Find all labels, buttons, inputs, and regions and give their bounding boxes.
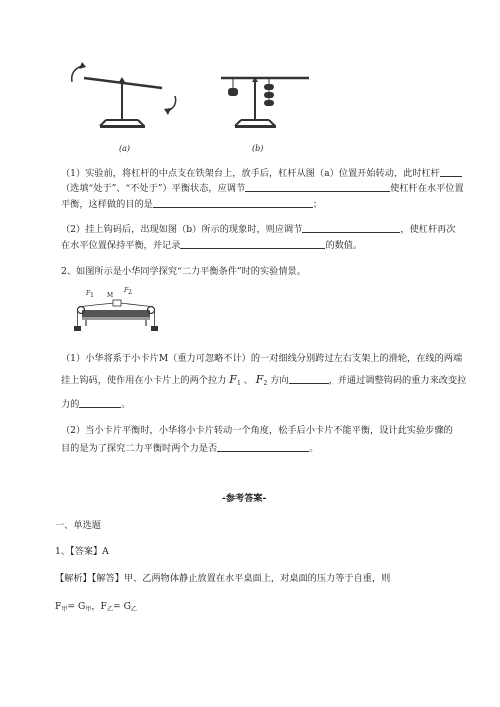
- q1-p2-line2: 在水平位置保持平衡，并记录 的数值。: [61, 240, 363, 251]
- answer-blank[interactable]: [79, 398, 121, 408]
- q2-p2-line1: （2）当小卡片平衡时，小华将小卡片转动一个角度，松手后小卡片不能平衡，设计此实验步骤的: [61, 425, 453, 436]
- answer-blank[interactable]: [289, 374, 329, 384]
- answer-blank[interactable]: [302, 223, 400, 233]
- q1-p1-line1: （1）实验前，将杠杆的中点支在铁架台上，放手后，杠杆从图（a）位置开始转动，此时杠杆: [61, 167, 462, 180]
- answers-section-title: 一、单选题: [55, 520, 101, 531]
- answer-equation: $F_甲= G_甲$，$F_乙= G_乙$: [55, 601, 137, 613]
- lever-figure-b: [213, 58, 323, 138]
- q2-title: 2、如图所示是小华同学探究“二力平衡条件”时的实验情景。: [61, 266, 306, 277]
- answer-blank[interactable]: [217, 442, 309, 452]
- answer-item-1: 1、【答案】A: [55, 546, 109, 557]
- q2-p1-line2: 挂上钩码，使作用在小卡片上的两个拉力 $F_1$ 、 $F_2$ 方向 ，并通过调整钩码的重力来改变拉: [61, 373, 467, 387]
- figure-b-label: (b): [252, 144, 264, 153]
- q1-p2-line1: （2）挂上钩码后，出现如图（b）所示的现象时，则应调节 ，使杠杆再次: [61, 224, 456, 235]
- q1-p1-line2: （选填“处于”、“不处于”）平衡状态，应调节 使杠杆在水平位置: [61, 183, 464, 194]
- answer-blank[interactable]: [440, 167, 462, 177]
- lever-figure-a: [62, 58, 187, 138]
- q1-p1-line3: 平衡，这样做的目的是 ；: [61, 199, 323, 210]
- answer-blank[interactable]: [153, 198, 313, 208]
- answer-analysis: 【解析】【解答】甲、乙两物体静止放置在水平桌面上，对桌面的压力等于自重，则: [55, 573, 391, 584]
- q2-p1-line1: （1）小华将系于小卡片M（重力可忽略不计）的一对细线分别跨过左右支架上的滑轮，在线的两端: [61, 353, 463, 364]
- q2-p1-line3: 力的 。: [61, 399, 131, 410]
- answer-blank[interactable]: [245, 182, 390, 192]
- fig-f2-label: F2: [124, 287, 132, 296]
- q2-p2-line2: 目的是为了探究二力平衡时两个力是否 。: [61, 443, 319, 454]
- fig-m-label: M: [107, 292, 114, 299]
- figure-a-label: (a): [119, 144, 131, 153]
- answers-heading: -参考答案-: [222, 493, 267, 504]
- fig-f1-label: F1: [86, 290, 94, 299]
- answer-blank[interactable]: [180, 239, 325, 249]
